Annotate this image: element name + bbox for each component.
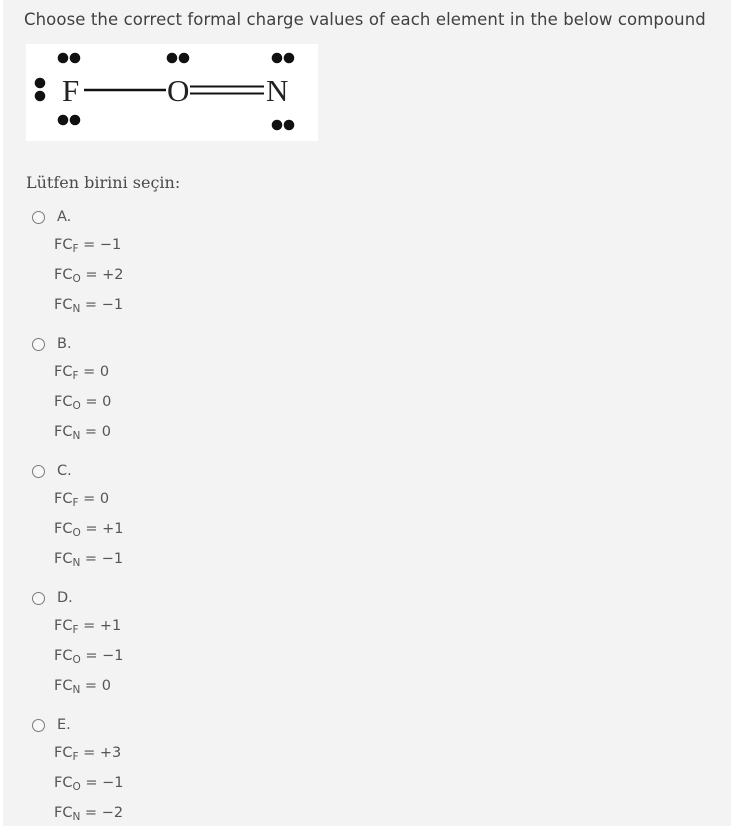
fc-prefix: FC <box>54 805 73 821</box>
fc-value: = +2 <box>80 267 124 283</box>
formal-charge-line <box>54 551 123 569</box>
atom-fluorine: F <box>62 73 80 108</box>
option-letter: B. <box>57 336 72 352</box>
lewis-structure <box>26 44 318 141</box>
formal-charge-line <box>54 424 111 442</box>
formal-charge-line <box>54 678 111 696</box>
fc-prefix: FC <box>54 648 73 664</box>
fc-prefix: FC <box>54 551 73 567</box>
fc-element: O <box>72 654 81 666</box>
fc-element: F <box>72 243 79 255</box>
option-c[interactable] <box>32 461 124 569</box>
atom-oxygen: O <box>167 73 190 108</box>
fc-prefix: FC <box>54 237 73 253</box>
formal-charge-line <box>54 521 123 539</box>
fc-element: O <box>72 400 81 412</box>
fc-prefix: FC <box>54 521 73 537</box>
option-radio-row[interactable] <box>32 715 71 735</box>
choose-one-label: Lütfen birini seçin: <box>26 173 181 192</box>
option-letter: E. <box>57 717 71 733</box>
fc-prefix: FC <box>54 491 73 507</box>
formal-charge-line <box>54 491 109 509</box>
option-d[interactable] <box>32 588 124 696</box>
option-radio-row[interactable] <box>32 461 72 481</box>
radio-button[interactable] <box>32 592 45 605</box>
option-a[interactable] <box>32 207 124 315</box>
fc-element: O <box>72 781 81 793</box>
option-radio-row[interactable] <box>32 334 72 354</box>
fc-element: F <box>72 751 79 763</box>
option-radio-row[interactable] <box>32 207 71 227</box>
formal-charge-line <box>54 267 123 285</box>
fc-element: N <box>72 557 81 569</box>
fc-prefix: FC <box>54 267 73 283</box>
fc-prefix: FC <box>54 394 73 410</box>
fc-prefix: FC <box>54 745 73 761</box>
option-b[interactable] <box>32 334 112 442</box>
option-letter: D. <box>57 590 73 606</box>
fc-value: = −1 <box>80 551 124 567</box>
fc-element: F <box>72 497 79 509</box>
fc-prefix: FC <box>54 618 73 634</box>
formal-charge-line <box>54 648 123 666</box>
option-radio-row[interactable] <box>32 588 73 608</box>
fc-element: O <box>72 273 81 285</box>
formal-charge-line <box>54 805 123 823</box>
formal-charge-line <box>54 775 123 793</box>
fc-value: = +1 <box>80 521 124 537</box>
fc-value: = 0 <box>80 424 111 440</box>
fc-value: = 0 <box>80 678 111 694</box>
fc-element: N <box>72 684 81 696</box>
fc-prefix: FC <box>54 678 73 694</box>
formal-charge-line <box>54 394 111 412</box>
fc-value: = −1 <box>80 648 124 664</box>
fc-element: N <box>72 303 81 315</box>
formal-charge-line <box>54 618 121 636</box>
radio-button[interactable] <box>32 465 45 478</box>
fc-value: = 0 <box>78 491 110 507</box>
fc-value: = +3 <box>78 745 122 761</box>
formal-charge-line <box>54 745 121 763</box>
option-e[interactable] <box>32 715 124 823</box>
formal-charge-line <box>54 364 109 382</box>
fc-element: F <box>72 370 79 382</box>
fc-element: O <box>72 527 81 539</box>
radio-button[interactable] <box>32 338 45 351</box>
fc-value: = −1 <box>78 237 122 253</box>
option-letter: C. <box>57 463 72 479</box>
fc-value: = +1 <box>78 618 122 634</box>
option-letter: A. <box>57 209 72 225</box>
fc-prefix: FC <box>54 424 73 440</box>
fc-value: = 0 <box>80 394 112 410</box>
fc-value: = −1 <box>80 297 124 313</box>
fc-value: = −2 <box>80 805 124 821</box>
oxygen-lone-pairs <box>167 53 190 64</box>
fc-prefix: FC <box>54 364 73 380</box>
formal-charge-line <box>54 297 123 315</box>
fc-prefix: FC <box>54 297 73 313</box>
fc-prefix: FC <box>54 775 73 791</box>
question-text: Choose the correct formal charge values of each element in the below compound <box>24 10 706 29</box>
formal-charge-line <box>54 237 121 255</box>
radio-button[interactable] <box>32 211 45 224</box>
fc-element: N <box>72 430 81 442</box>
fc-element: F <box>72 624 79 636</box>
fc-value: = 0 <box>78 364 110 380</box>
atom-nitrogen: N <box>266 73 289 108</box>
fc-element: N <box>72 811 81 823</box>
radio-button[interactable] <box>32 719 45 732</box>
fc-value: = −1 <box>80 775 124 791</box>
